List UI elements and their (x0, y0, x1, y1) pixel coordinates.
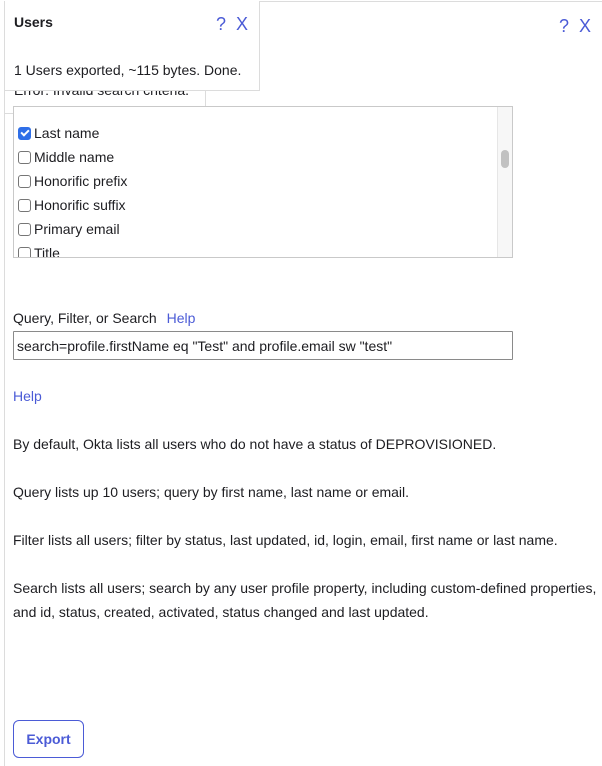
field-option-last-name[interactable] (18, 121, 127, 145)
field-option-label: Honorific suffix (34, 197, 126, 213)
description-filter: Filter lists all users; filter by status, last updated, id, login, email, first name or last name. (13, 532, 558, 548)
field-option-title[interactable] (18, 241, 127, 258)
description-query: Query lists up 10 users; query by first name, last name or email. (13, 484, 410, 500)
checkbox[interactable] (18, 151, 31, 164)
query-label-row (13, 310, 195, 326)
checkbox[interactable] (18, 223, 31, 236)
field-checklist[interactable] (13, 106, 513, 258)
export-status-message: 1 Users exported, ~115 bytes. Done. (14, 62, 242, 78)
scrollbar-thumb[interactable] (501, 150, 509, 168)
field-option-label: Last name (34, 125, 100, 141)
close-icon[interactable]: X (578, 16, 591, 36)
checkbox[interactable] (18, 175, 31, 188)
popup-header-icons (216, 14, 248, 35)
popup-title: Users (14, 14, 53, 30)
field-option-label: Primary email (34, 221, 120, 237)
field-option-honorific-suffix[interactable] (18, 193, 127, 217)
description-default: By default, Okta lists all users who do not have a status of DEPROVISIONED. (13, 436, 497, 452)
export-button[interactable]: Export (13, 720, 84, 758)
field-checklist-items (18, 121, 127, 258)
help-icon[interactable]: ? (558, 16, 569, 36)
popup-help-icon[interactable]: ? (215, 14, 226, 34)
field-option-honorific-prefix[interactable] (18, 169, 127, 193)
checkbox[interactable] (18, 247, 31, 259)
query-label: Query, Filter, or Search (13, 310, 157, 326)
description-search: Search lists all users; search by any user profile property, including custom-defined properties, and id, status, created, activated, status changed and last updated. (13, 580, 597, 620)
checkbox-checked[interactable] (18, 127, 31, 140)
field-option-middle-name[interactable] (18, 145, 127, 169)
checklist-scrollbar[interactable] (497, 107, 512, 257)
query-help-link[interactable]: Help (166, 310, 196, 326)
help-link[interactable]: Help (13, 388, 42, 404)
field-option-primary-email[interactable] (18, 217, 127, 241)
export-status-popup (4, 1, 260, 91)
checkbox[interactable] (18, 199, 31, 212)
field-option-label: Honorific prefix (34, 173, 128, 189)
query-input[interactable] (13, 331, 513, 360)
field-option-label: Title (34, 245, 60, 258)
popup-close-icon[interactable]: X (235, 14, 248, 34)
field-option-label: Middle name (34, 149, 115, 165)
panel-header-icons (559, 16, 591, 37)
